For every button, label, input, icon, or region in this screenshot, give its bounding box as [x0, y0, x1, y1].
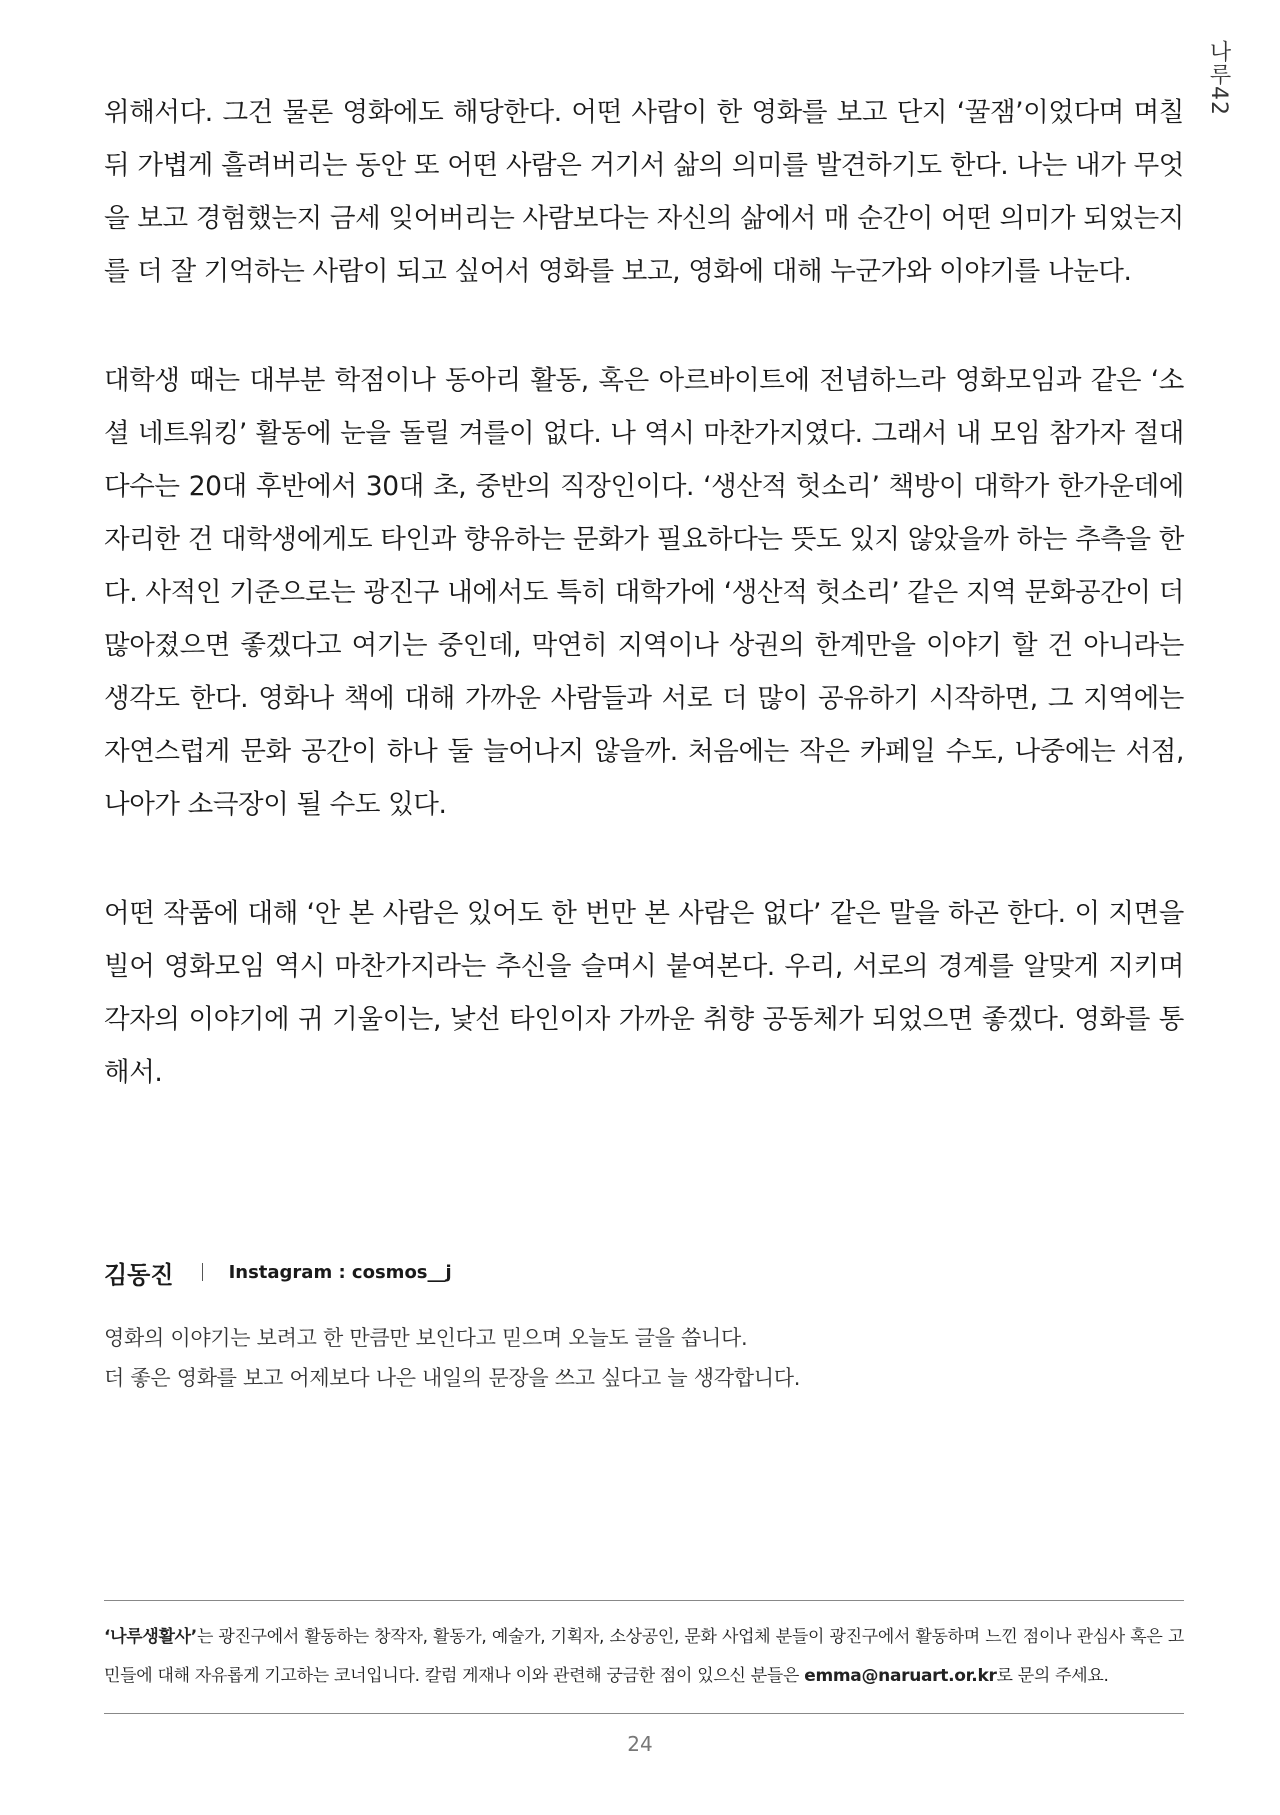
footer-bottom-rule [104, 1713, 1184, 1714]
paragraph: 어떤 작품에 대해 ‘안 본 사람은 있어도 한 번만 본 사람은 없다’ 같은 말을 하곤 한다. 이 지면을 빌어 영화모임 역시 마찬가지라는 추신을 슬며시 붙여본다. 우리, 서로의 경계를 알맞게 지키며 각자의 이야기에 귀 기울이는, 낯선 타인이자 가까운 취향 공동체가 되었으면 좋겠다. 영화를 통해서. [104, 898, 1184, 1088]
author-block [104, 1252, 1184, 1398]
footer-text-end: 로 문의 주세요. [996, 1666, 1109, 1686]
author-name: 김동진 [104, 1260, 174, 1289]
author-bio [104, 1318, 1184, 1398]
section-label: 나루42 [1206, 40, 1231, 116]
article-body [104, 86, 1184, 1155]
bio-line: 더 좋은 영화를 보고 어제보다 나은 내일의 문장을 쓰고 싶다고 늘 생각합니다. [104, 1366, 801, 1390]
paragraph: 위해서다. 그건 물론 영화에도 해당한다. 어떤 사람이 한 영화를 보고 단지 ‘꿀잼’이었다며 며칠 뒤 가볍게 흘려버리는 동안 또 어떤 사람은 거기서 삶의 의미를 발견하기도 한다. 나는 내가 무엇을 보고 경험했는지 금세 잊어버리는 사람보다는 자신의 삶에서 매 순간이 어떤 의미가 되었는지를 더 잘 기억하는 사람이 되고 싶어서 영화를 보고, 영화에 대해 누군가와 이야기를 나눈다. [104, 97, 1184, 287]
footer-note [104, 1618, 1184, 1696]
paragraph: 대학생 때는 대부분 학점이나 동아리 활동, 혹은 아르바이트에 전념하느라 영화모임과 같은 ‘소셜 네트워킹’ 활동에 눈을 돌릴 겨를이 없다. 나 역시 마찬가지였다. 그래서 내 모임 참가자 절대다수는 20대 후반에서 30대 초, 중반의 직장인이다. ‘생산적 헛소리’ 책방이 대학가 한가운데에 자리한 건 대학생에게도 타인과 향유하는 문화가 필요하다는 뜻도 있지 않았을까 하는 추측을 한다. 사적인 기준으로는 광진구 내에서도 특히 대학가에 ‘생산적 헛소리’ 같은 지역 문화공간이 더 많아졌으면 좋겠다고 여기는 중인데, 막연히 지역이나 상권의 한계만을 이야기 할 건 아니라는 생각도 한다. 영화나 책에 대해 가까운 사람들과 서로 더 많이 공유하기 시작하면, 그 지역에는 자연스럽게 문화 공간이 하나 둘 늘어나지 않을까. 처음에는 작은 카페일 수도, 나중에는 서점, 나아가 소극장이 될 수도 있다. [104, 365, 1184, 820]
bio-line: 영화의 이야기는 보려고 한 만큼만 보인다고 믿으며 오늘도 글을 씁니다. [104, 1326, 748, 1350]
author-line [104, 1252, 1184, 1292]
page-number: 24 [627, 1732, 653, 1756]
separator [202, 1263, 203, 1281]
footer-top-rule [104, 1600, 1184, 1601]
footer-text: 는 광진구에서 활동하는 창작자, 활동가, 예술가, 기획자, 소상공인, 문화 사업체 분들이 광진구에서 활동하며 느낀 점이나 관심사 혹은 고민들에 대해 자유롭게 기고하는 코너입니다. 칼럼 게재나 이와 관련해 궁금한 점이 있으신 분들은 [104, 1627, 1184, 1686]
contact-email: emma@naruart.or.kr [804, 1666, 997, 1686]
series-name: ‘나루생활사’ [104, 1627, 197, 1647]
author-instagram: Instagram : cosmos__j [228, 1261, 452, 1283]
